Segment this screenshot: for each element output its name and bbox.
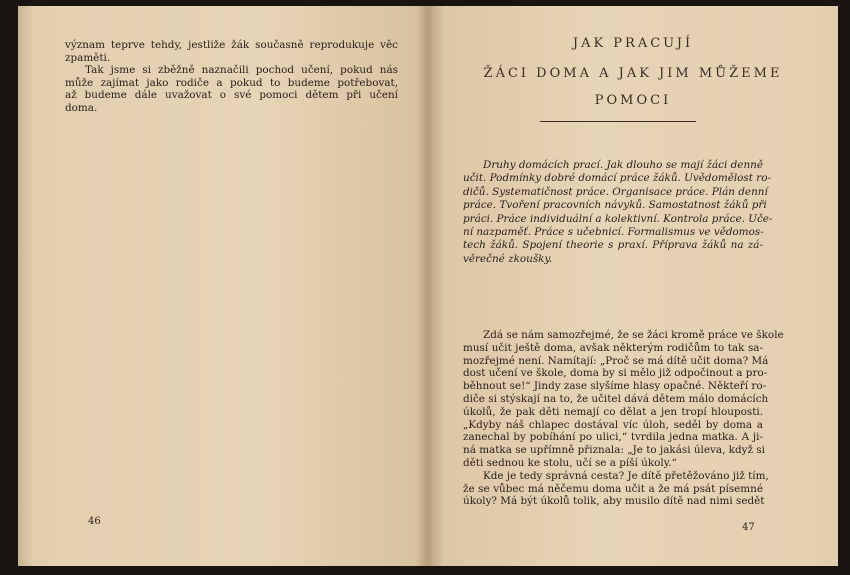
chapter-abstract	[463, 159, 773, 266]
text-line: dost učení ve škole, doma by si mělo již odpočinout a pro-	[463, 367, 768, 380]
text-line: ní nazpaměť. Práce s učebnicí. Formalismus ve vědomos-	[463, 225, 764, 238]
text-line: věrečné zkoušky.	[463, 252, 553, 265]
text-line: Kde je tedy správná cesta? Je dítě přetěžováno již tím,	[483, 469, 769, 482]
text-line: zanechal by pobíhání po ulici,“ tvrdila jedna matka. A ji-	[463, 431, 763, 444]
text-line: učit. Podmínky dobré domácí práce žáků. Uvědomělost ro-	[463, 172, 771, 185]
text-line: práce. Tvoření pracovních návyků. Samostatnost žáků při	[463, 199, 767, 212]
text-line: úkolů, že pak děti nemají co dělat a jen tropí hlouposti.	[463, 405, 763, 418]
text-line: „Kdyby náš chlapec dostával víc úloh, seděl by doma a	[463, 418, 763, 431]
right-page-body	[463, 329, 784, 508]
left-page-text	[65, 39, 398, 115]
text-line: význam teprve tehdy, jestliže žák současně reprodukuje věc	[65, 39, 398, 51]
text-line: zpaměti.	[65, 51, 111, 64]
text-line: Zdá se nám samozřejmé, že se žáci kromě práce ve škole	[483, 329, 784, 341]
text-line: dičů. Systematičnost práce. Organisace práce. Plán denní	[463, 185, 768, 198]
left-page	[18, 6, 428, 566]
page-number-right: 47	[742, 522, 755, 533]
text-line: Druhy domácích prací. Jak dlouho se mají žáci denně	[483, 159, 763, 171]
text-line: úkoly? Má být úkolů tolik, aby musilo dítě nad nimi sedět	[463, 495, 765, 508]
chapter-heading-line-2: ŽÁCI DOMA A JAK JIM MŮŽEME	[483, 66, 783, 81]
text-line: diče si stýskají na to, že učitel dává dětem málo domácích	[463, 392, 769, 405]
text-line: až budeme dále uvažovat o své pomoci dětem při učení	[65, 89, 398, 102]
text-line: běhnout se!“ Jindy zase slyšíme hlasy opačné. Někteří ro-	[463, 380, 767, 393]
text-line: že se vůbec má něčemu doma učit a že má psát písemné	[463, 482, 763, 495]
text-line: práci. Práce individuální a kolektivní. Kontrola práce. Uče-	[463, 212, 773, 225]
text-line: tech žáků. Spojení theorie s praxí. Příprava žáků na zá-	[463, 239, 763, 252]
right-page	[428, 6, 838, 566]
heading-divider	[540, 121, 696, 122]
chapter-heading-line-3: POMOCI	[594, 93, 672, 108]
text-line: mozřejmé není. Namítají: „Proč se má dítě učit doma? Má	[463, 354, 769, 367]
text-line: děti sednou ke stolu, učí se a píší úkoly.“	[463, 456, 677, 469]
text-line: musí učit ještě doma, avšak některým rodičům to tak sa-	[463, 341, 763, 354]
text-line: může zajímat jako rodiče a pokud to budeme potřebovat,	[65, 76, 398, 89]
text-line: doma.	[65, 101, 98, 114]
text-line: Tak jsme si zběžně naznačili pochod učení, pokud nás	[85, 64, 398, 77]
text-line: ná matka se upřímně přiznala: „Je to jakási úleva, když si	[463, 444, 765, 457]
chapter-heading-line-1: JAK PRACUJÍ	[572, 36, 694, 51]
page-number-left: 46	[88, 516, 101, 527]
